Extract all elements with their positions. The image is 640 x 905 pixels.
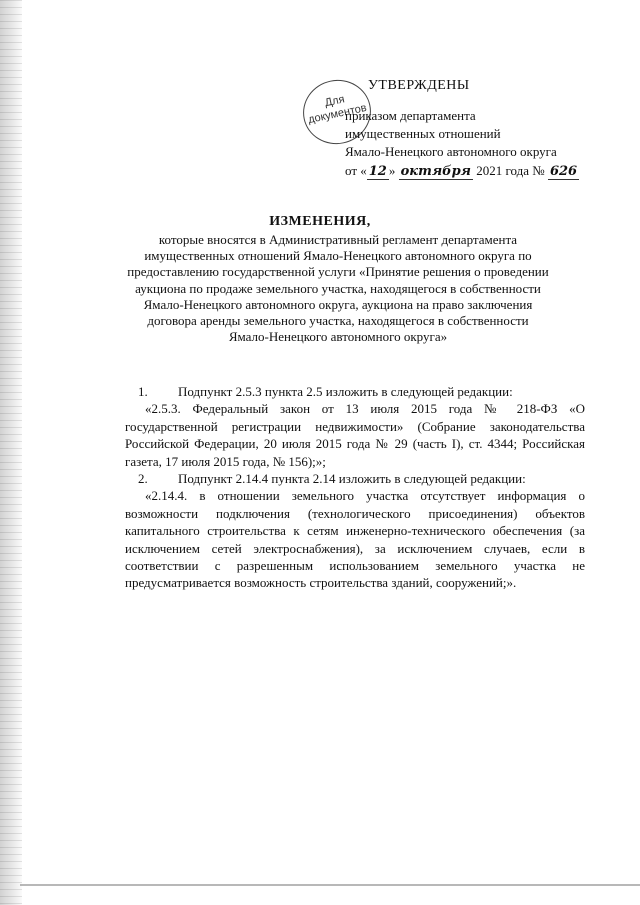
document-body [125, 383, 585, 592]
document-title: ИЗМЕНЕНИЯ, [269, 214, 371, 229]
scan-bottom-line [20, 884, 640, 886]
subtitle-line: аукциона по продаже земельного участка, находящегося в собственности [135, 280, 541, 296]
subtitle-line: имущественных отношений Ямало-Ненецкого автономного округа по [144, 248, 532, 264]
date-mid: » [388, 163, 399, 178]
stamp-text: Для документов [307, 93, 368, 127]
item-number: 1. [138, 384, 148, 399]
order-number: 626 [549, 164, 578, 179]
approval-line-1: приказом департамента [345, 108, 476, 123]
subtitle-line: договора аренды земельного участка, находящегося в собственности [147, 313, 529, 329]
subtitle-line: которые вносятся в Административный регламент департамента [158, 232, 518, 247]
date-prefix: от « [345, 163, 367, 178]
subtitle-line: Ямало-Ненецкого автономного округа, аукциона на право заключения [143, 296, 533, 312]
approval-line-2: имущественных отношений [345, 126, 501, 141]
date-day: 12 [368, 164, 387, 179]
scan-edge-artifact [0, 0, 22, 905]
item-1-heading [125, 383, 585, 400]
approval-date-line [345, 163, 579, 179]
subtitle-line: предоставлению государственной услуги «Принятие решения о проведении [127, 264, 549, 280]
subtitle-line: Ямало-Ненецкого автономного округа» [228, 329, 448, 345]
approval-title: УТВЕРЖДЕНЫ [368, 78, 470, 93]
item-2-text: «2.14.4. в отношении земельного участка отсутствует информация о возможности подключения (технологического присоединения) объектов капитального строительства к сетям инженерно-технического обеспечения (за исключением сетей электроснабжения), за исключением случаев, если в соответствии с разрешенным использованием земельного участка не предусматривается возможность строительства зданий, сооружений;». [125, 488, 585, 591]
item-heading-text: Подпункт 2.5.3 пункта 2.5 изложить в следующей редакции: [178, 384, 513, 399]
item-heading-text: Подпункт 2.14.4 пункта 2.14 изложить в следующей редакции: [178, 471, 526, 487]
item-number: 2. [138, 471, 148, 487]
approval-line-3: Ямало-Ненецкого автономного округа [345, 144, 557, 159]
date-month: октября [400, 164, 472, 179]
item-1-text: «2.5.3. Федеральный закон от 13 июля 2015 года № 218-ФЗ «О государственной регистрации недвижимости» (Собрание законодательства Российской Федерации, 20 июля 2015 года № 29 (часть I), ст. 4344; Российская газета, 17 июля 2015 года, № 156);»; [125, 401, 585, 469]
date-year: 2021 года № [473, 163, 545, 178]
item-2-heading [125, 470, 585, 487]
document-subtitle [118, 232, 558, 345]
